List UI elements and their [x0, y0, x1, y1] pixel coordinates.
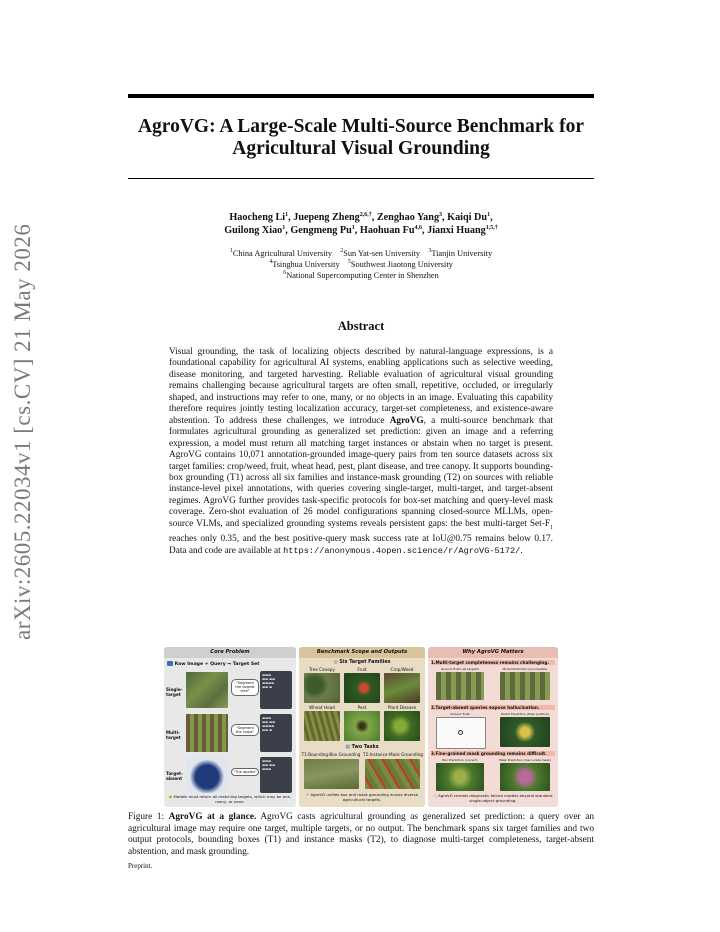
top-thick-rule [128, 94, 594, 98]
title-bottom-rule [128, 178, 594, 179]
affil-name: Sun Yat-sen University [343, 249, 421, 258]
author-name: Zenghao Yang [376, 212, 440, 223]
affil-sup: 2 [340, 248, 344, 254]
caption-label: Figure 1: [128, 812, 169, 822]
family-label: Tree Canopy [309, 667, 335, 672]
family-image-crop-weed [384, 673, 420, 703]
target-card [260, 714, 292, 752]
panel2-footer [303, 793, 421, 802]
author-sup: 4,6 [414, 225, 423, 231]
finding1-pred-image [500, 672, 550, 700]
abstract-heading: Abstract [337, 319, 385, 333]
affil-line-3 [128, 270, 594, 281]
panel1-header-text: Raw Image + Query → Target Set [174, 662, 260, 667]
author-line-1: Haocheng Li$^1$, Juepeng Zheng$^{2,6,\dagger}$, Zenghao Yang$^3$, Kaiqi Du$^1$, [229, 212, 493, 223]
affil-sup: 4 [269, 259, 273, 265]
families-header [299, 660, 425, 665]
author-name: Haocheng Li [229, 212, 286, 223]
panel2-footer-text: AgroVG unifies box and mask grounding across diverse agricultural targets. [310, 792, 419, 802]
author-sup: 1 [351, 225, 355, 231]
affil-line-1 [128, 248, 594, 259]
finding1-gt-image [436, 672, 484, 700]
card-lines: ▬▬▬ ▬▬ ▬▬ ▬▬▬▬ ▬▬ ▬ [262, 716, 276, 732]
finding2-pred-image [500, 717, 550, 747]
figure-1 [164, 647, 558, 807]
row-label-absent: Target-absent [166, 771, 183, 781]
author-sup: 1,5,† [485, 225, 498, 231]
affil-name: Southwest Jiaotong University [350, 260, 453, 269]
author-sup: 1 [285, 212, 289, 218]
family-label: Pest [357, 705, 367, 710]
family-label: Fruit [357, 667, 367, 672]
author-sup: 2,6,† [359, 212, 372, 218]
affil-name: National Supercomputing Center in Shenzhen [286, 271, 439, 280]
author-name: Gengmeng Pu [290, 225, 352, 236]
family-image-plant-disease [384, 711, 420, 741]
abstract-text: . [520, 545, 523, 556]
family-image-tree-canopy [304, 673, 340, 703]
tree-image-absent [186, 757, 228, 793]
panel3-footer-text: AgroVG reveals diagnostic failure models beyond standard single-object grounding. [438, 793, 553, 803]
task-image-mask [365, 759, 420, 789]
author-name: Juepeng Zheng [293, 212, 360, 223]
affil-sup: 5 [347, 259, 351, 265]
tasks-header-text: Two Tasks [351, 745, 379, 750]
affil-sup: 3 [428, 248, 432, 254]
crop-image-single [186, 672, 228, 708]
author-name: Haohuan Fu [359, 225, 415, 236]
author-name: Jianxi Huang [427, 225, 486, 236]
preprint-label: Preprint. [128, 862, 153, 870]
abstract-text: Visual grounding, the task of localizing objects described by natural-language expressions, is a foundational capability for agricultural AI systems, enabling applications such as selective weeding, disease monitoring, and targeted harvesting. Reliable evaluation of agricultural visual grounding remains challenging because agricultural targets are often small, repetitive, occluded, or irregularly shaped, and instructions may refer to one, many, or no objects in an image. Evaluating this capability therefore requires jointly testing localization accuracy, target-set completeness, and existence-aware abstention. To address these challenges, we introduce [169, 347, 553, 426]
affil-sup: 6 [283, 270, 287, 276]
affil-name: China Agricultural University [232, 249, 332, 258]
target-card [260, 671, 292, 709]
finding-sub-label: Mask Prediction (inaccurate mask) [499, 758, 551, 762]
panel-benchmark-scope [299, 647, 425, 807]
abstract-bold-name: AgroVG [389, 415, 424, 426]
family-image-fruit [344, 673, 380, 703]
finding-3: 3.Fine-grained mask grounding remains difficult. [431, 751, 555, 756]
arxiv-sidebar-id: arXiv:2605.22034v1 [cs.CV] 21 May 2026 [10, 223, 35, 640]
card-lines: ▬▬▬ ▬▬ ▬▬ ▬▬▬▬ ▬▬ ▬ [262, 673, 276, 689]
panel-core-problem [164, 647, 296, 807]
query-bubble: "The apples" [231, 768, 259, 776]
finding-sub-label: Ground Truth [450, 712, 470, 716]
families-header-text: Six Target Families [339, 660, 391, 665]
finding-1: 1.Multi-target completeness remains challenging. [431, 660, 555, 665]
panel3-footer [432, 794, 554, 803]
finding-sub-label: Box Prediction (correct) [442, 758, 478, 762]
family-label: Crop/Weed [390, 667, 414, 672]
panel-title: Core Problem [164, 647, 296, 658]
author-sup: 1 [282, 225, 286, 231]
query-bubble: "Segment the crops" [231, 724, 259, 736]
check-icon: ✔ [305, 792, 310, 797]
finding3-mask-image [500, 763, 550, 791]
author-sup: 3 [439, 212, 443, 218]
empty-target-marker [458, 730, 463, 735]
panel-why-matters [428, 647, 558, 807]
affil-name: Tsinghua University [272, 260, 340, 269]
affil-name: Tianjin University [431, 249, 493, 258]
abstract-text: , a multi-source benchmark that formulates agricultural grounding as generalized set prediction: given an image and a referring expression, a model must return all matching target instances or abstain when no target is present. AgroVG contains 10,071 annotation-grounded image-query pairs from ten source datasets across six target families: crop/weed, fruit, wheat head, pest, plant disease, and tree canopy. It supports bounding-box grounding (T1) across all six families and instance-mask grounding (T2) on sources with reliable instance-level pixel annotations, with queries covering single-target, multi-target, and target-absent regimes. AgroVG further provides task-specific protocols for box-set matching and query-level mask coverage. Zero-shot evaluation of 26 model configurations spanning closed-source MLLMs, open-source VLMs, and specialized grounding systems reveals persistent gaps: the best multi-target Set-F [169, 415, 553, 529]
panel1-footer [168, 795, 292, 804]
query-bubble: "Segment the largest tree" [231, 679, 259, 696]
document-icon: ▤ [345, 745, 350, 750]
panel1-footer-text: Models must return all matching targets, which may be one, many, or none. [173, 794, 292, 804]
panel-title: Benchmark Scope and Outputs [299, 647, 425, 658]
panel-title: Why AgroVG Matters [428, 647, 558, 658]
title-line-2: Agricultural Visual Grounding [232, 138, 490, 159]
finding-2: 2.Target-absent queries expose hallucination. [431, 705, 555, 710]
target-card [260, 757, 292, 793]
author-sup: 1 [487, 212, 491, 218]
task-label-t1: T1:Bounding-Box Grounding [301, 752, 361, 757]
family-image-pest [344, 711, 380, 741]
abstract-body [169, 347, 553, 557]
author-name: Guilong Xiao [224, 225, 283, 236]
abstract-subscript: 1 [550, 524, 553, 531]
affiliations [128, 248, 594, 281]
card-lines: ▬▬▬ ▬▬ ▬▬ ▬▬▬ [262, 759, 276, 771]
title-line-1: AgroVG: A Large-Scale Multi-Source Benchmark for [137, 116, 585, 137]
family-label: Wheat Head [309, 705, 335, 710]
image-icon [167, 661, 173, 666]
family-image-wheat-head [304, 711, 340, 741]
lightbulb-icon: ● [168, 794, 173, 799]
magnifier-icon: ○ [433, 793, 437, 798]
tasks-header [299, 745, 425, 750]
author-line-2: Guilong Xiao$^1$, Gengmeng Pu$^1$, Haohuan Fu$^{4,6}$, Jianxi Huang$^{1,5,\dagger}$ [224, 225, 498, 236]
task-image-box [304, 759, 359, 789]
affil-sup: 1 [229, 248, 233, 254]
author-name: Kaiqi Du [447, 212, 488, 223]
finding-sub-label: Model Prediction (false positive) [500, 712, 550, 716]
task-label-t2: T2:Instance-Mask Grounding [363, 752, 423, 757]
figure-caption [128, 812, 594, 858]
abstract-text: reaches only 0.35, and the best positive-query mask success rate at IoU@0.75 remains below 0.17. Data and code are available at [169, 534, 553, 556]
caption-bold: AgroVG at a glance. [168, 812, 257, 822]
finding3-box-image [436, 763, 484, 791]
row-label-single: Single-target [166, 687, 183, 697]
caption-text: AgroVG casts agricultural grounding as generalized set prediction: a query over an agricultural image may require one target, multiple targets, or no output. The benchmark spans six target families and two output protocols, bounding boxes (T1) and instance masks (T2), to diagnose multi-target completeness, target-absent abstention, and mask grounding. [128, 812, 594, 857]
affil-line-2 [128, 259, 594, 270]
crop-image-multi [186, 714, 228, 752]
finding-sub-label: Ground Truth (all targets) [440, 667, 480, 671]
target-icon: ◎ [333, 660, 338, 665]
finding-sub-label: Model Prediction (incomplete) [502, 667, 548, 671]
code-link[interactable]: https://anonymous.4open.science/r/AgroVG-5172/ [283, 545, 521, 556]
panel1-header [167, 661, 293, 667]
author-list [128, 211, 594, 237]
row-label-multi: Multi-target [166, 730, 181, 740]
paper-title [128, 116, 594, 160]
family-label: Plant Disease [387, 705, 417, 710]
